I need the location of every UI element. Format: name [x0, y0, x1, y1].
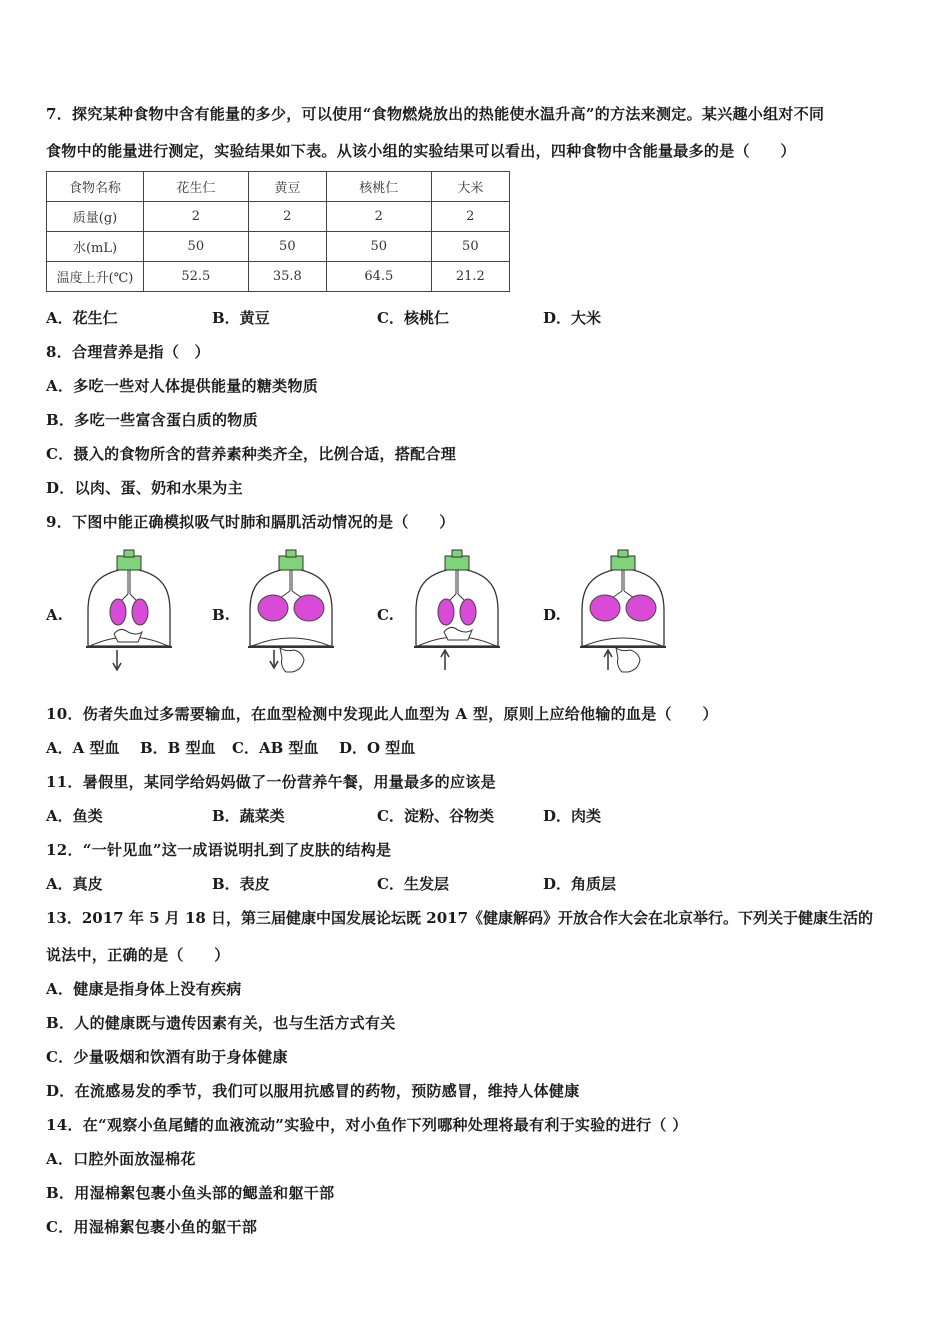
- q10-option-d[interactable]: D．O 型血: [339, 739, 416, 757]
- table-cell: 水(mL): [47, 232, 144, 262]
- table-cell: 64.5: [326, 262, 431, 292]
- q14-option-a[interactable]: A．口腔外面放湿棉花: [46, 1150, 196, 1168]
- q10-option-c[interactable]: C．AB 型血: [232, 739, 319, 757]
- q12-option-a[interactable]: A．真皮: [46, 875, 103, 893]
- q8-stem: 8．合理营养是指（ ）: [46, 343, 210, 361]
- q7-option-c[interactable]: C．核桃仁: [377, 309, 449, 327]
- table-cell: 食物名称: [47, 172, 144, 202]
- q8-option-c[interactable]: C．摄入的食物所含的营养素种类齐全，比例合适，搭配合理: [46, 445, 457, 463]
- q13-option-b[interactable]: B．人的健康既与遗传因素有关，也与生活方式有关: [46, 1014, 396, 1032]
- q10-option-b[interactable]: B．B 型血: [140, 739, 216, 757]
- food-energy-table: [46, 171, 510, 292]
- table-cell: 黄豆: [248, 172, 326, 202]
- q13-option-a[interactable]: A．健康是指身体上没有疾病: [46, 980, 242, 998]
- table-row: [47, 232, 510, 262]
- q12-option-c[interactable]: C．生发层: [377, 875, 449, 893]
- q11-stem: 11．暑假里，某同学给妈妈做了一份营养午餐，用量最多的应该是: [46, 773, 496, 791]
- q8-option-a[interactable]: A．多吃一些对人体提供能量的糖类物质: [46, 377, 319, 395]
- q9-label-a[interactable]: A.: [46, 606, 63, 624]
- q11-option-a[interactable]: A．鱼类: [46, 807, 103, 825]
- q12-option-b[interactable]: B．表皮: [212, 875, 270, 893]
- q14-option-c[interactable]: C．用湿棉絮包裹小鱼的躯干部: [46, 1218, 258, 1236]
- table-cell: 52.5: [144, 262, 249, 292]
- table-row: [47, 202, 510, 232]
- table-row: [47, 262, 510, 292]
- table-cell: 温度上升(℃): [47, 262, 144, 292]
- table-header-row: [47, 172, 510, 202]
- q7-option-d[interactable]: D．大米: [543, 309, 602, 327]
- q8-option-d[interactable]: D．以肉、蛋、奶和水果为主: [46, 479, 243, 497]
- table-cell: 35.8: [248, 262, 326, 292]
- table-cell: 2: [326, 202, 431, 232]
- q10-stem: 10．伤者失血过多需要输血，在血型检测中发现此人血型为 A 型，原则上应给他输的血是（ ）: [46, 705, 718, 723]
- q9-label-d[interactable]: D.: [543, 606, 561, 624]
- q13-stem-line2: 说法中，正确的是（ ）: [46, 946, 230, 964]
- table-cell: 核桃仁: [326, 172, 431, 202]
- q7-option-b[interactable]: B．黄豆: [212, 309, 270, 327]
- bell-jar-lung-model-c[interactable]: [412, 546, 502, 676]
- q14-stem: 14．在“观察小鱼尾鳍的血液流动”实验中，对小鱼作下列哪种处理将最有利于实验的进行（ ）: [46, 1116, 688, 1134]
- bell-jar-lung-model-a[interactable]: [84, 546, 174, 676]
- table-cell: 质量(g): [47, 202, 144, 232]
- q9-label-c[interactable]: C.: [377, 606, 394, 624]
- q13-option-d[interactable]: D．在流感易发的季节，我们可以服用抗感冒的药物，预防感冒，维持人体健康: [46, 1082, 580, 1100]
- q8-option-b[interactable]: B．多吃一些富含蛋白质的物质: [46, 411, 258, 429]
- table-cell: 大米: [431, 172, 509, 202]
- table-cell: 50: [248, 232, 326, 262]
- table-cell: 2: [144, 202, 249, 232]
- q11-option-d[interactable]: D．肉类: [543, 807, 602, 825]
- q10-option-a[interactable]: A．A 型血: [46, 739, 120, 757]
- q9-stem: 9．下图中能正确模拟吸气时肺和膈肌活动情况的是（ ）: [46, 513, 455, 531]
- table-cell: 50: [431, 232, 509, 262]
- q7-stem-line1: 7．探究某种食物中含有能量的多少，可以使用“食物燃烧放出的热能使水温升高”的方法来测定。某兴趣小组对不同: [46, 105, 825, 123]
- bell-jar-lung-model-b[interactable]: [246, 546, 336, 676]
- q11-option-c[interactable]: C．淀粉、谷物类: [377, 807, 494, 825]
- table-cell: 2: [431, 202, 509, 232]
- q9-label-b[interactable]: B.: [212, 606, 230, 624]
- table-cell: 花生仁: [144, 172, 249, 202]
- q12-option-d[interactable]: D．角质层: [543, 875, 617, 893]
- q11-option-b[interactable]: B．蔬菜类: [212, 807, 285, 825]
- bell-jar-lung-model-d[interactable]: [578, 546, 668, 676]
- table-cell: 50: [326, 232, 431, 262]
- table-cell: 21.2: [431, 262, 509, 292]
- table-cell: 2: [248, 202, 326, 232]
- q12-stem: 12．“一针见血”这一成语说明扎到了皮肤的结构是: [46, 841, 392, 859]
- q13-option-c[interactable]: C．少量吸烟和饮酒有助于身体健康: [46, 1048, 288, 1066]
- q13-stem-line1: 13．2017 年 5 月 18 日，第三届健康中国发展论坛既 2017《健康解码》开放合作大会在北京举行。下列关于健康生活的: [46, 909, 874, 927]
- q7-option-a[interactable]: A．花生仁: [46, 309, 118, 327]
- q7-stem-line2: 食物中的能量进行测定，实验结果如下表。从该小组的实验结果可以看出，四种食物中含能量最多的是（ ）: [46, 142, 796, 160]
- q14-option-b[interactable]: B．用湿棉絮包裹小鱼头部的鳃盖和躯干部: [46, 1184, 335, 1202]
- table-cell: 50: [144, 232, 249, 262]
